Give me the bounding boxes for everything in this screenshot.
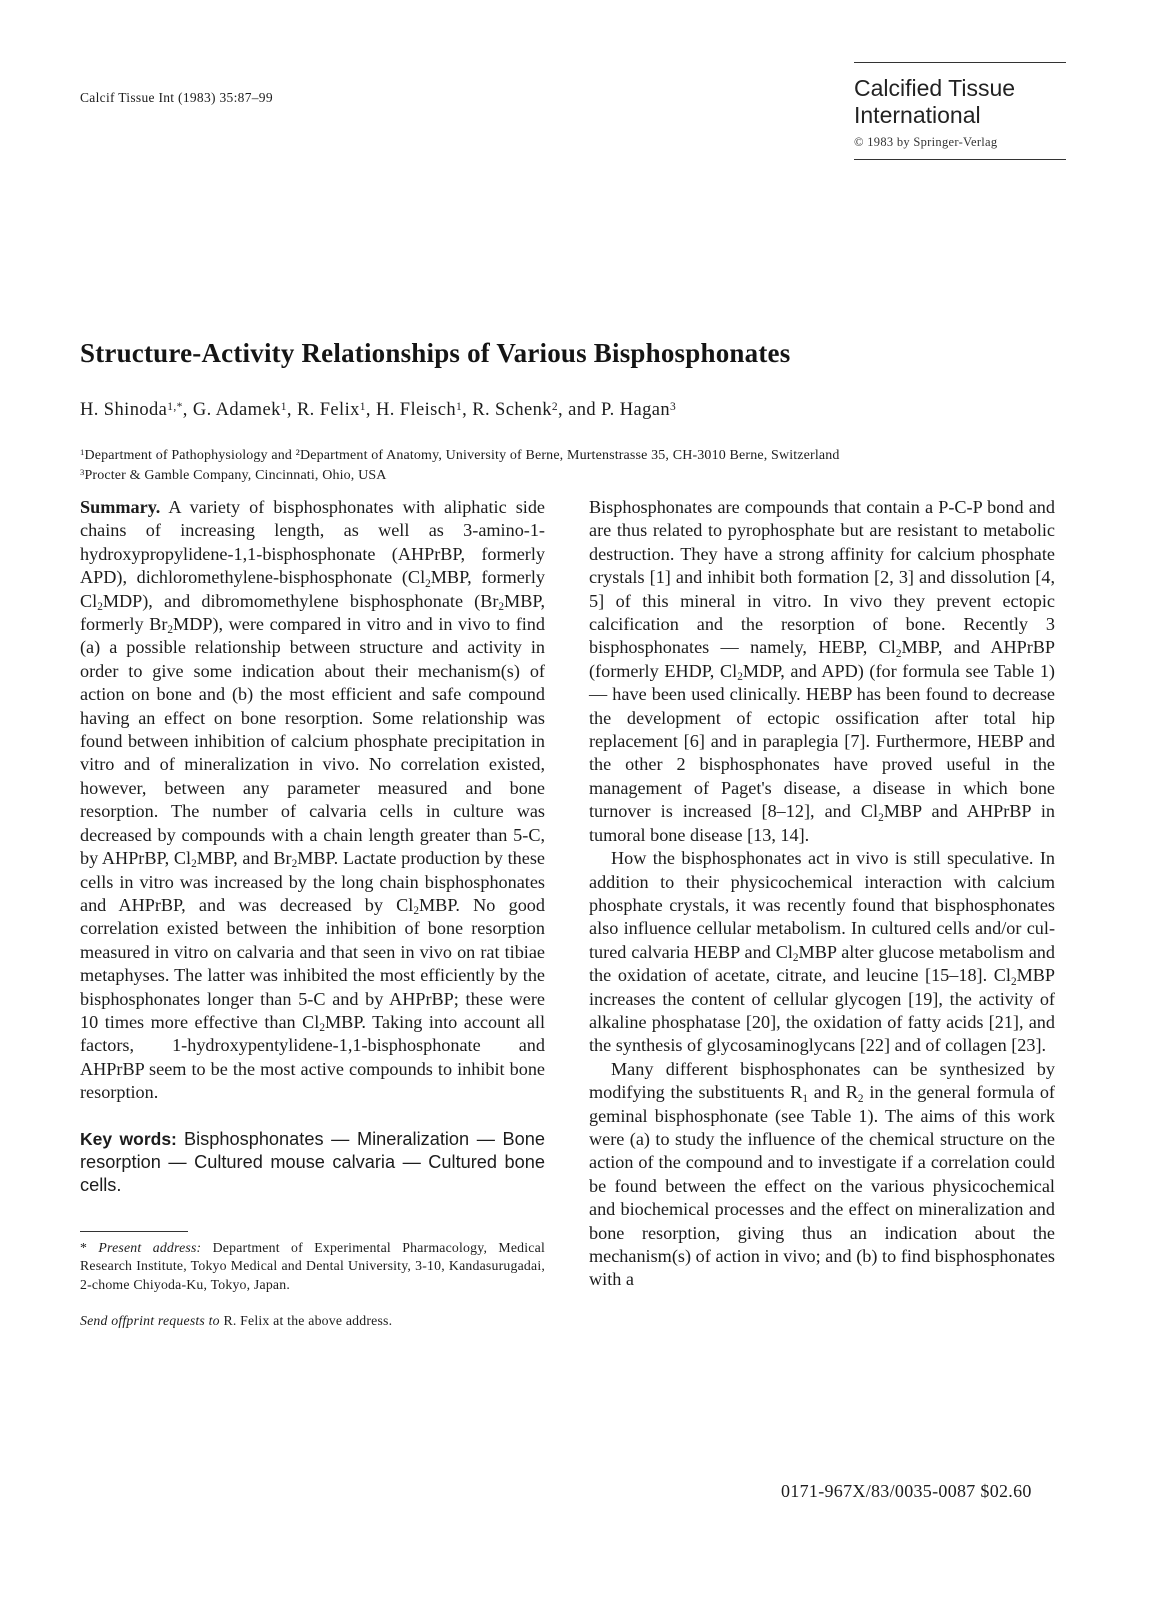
author-affiliation-mark: 1,* (167, 400, 183, 413)
author-name: G. Adamek (192, 400, 281, 420)
intro-paragraph-1: Bisphosphonates are compounds that contain a P-C-P bond and are thus related to pyrophosphate but are resistant to metabolic destruction. They have a strong affinity for calcium phosphate crystals [1] and inhibit both formation [2, 3] and dissolution [4, 5] of this mineral in vitro. In vivo they prevent ectopic calcification and the resorption of bone. Recently 3 bisphosphonates — namely, HEBP, $Cl_2MBP$, and AHPrBP (formerly EHDP, $Cl_2MDP$, and APD) (for formula see Table 1) — have been used clinically. HEBP has been found to decrease the development of ectopic ossification after total hip replacement [6] and in paraplegia [7]. Furthermore, HEBP and the other 2 bisphosphonates have proved useful in the management of Paget's disease, a disease in which bone turnover is increased [8–12], and $Cl_2MBP$ and AHPrBP in tumoral bone disease [13, 14]. (589, 497, 1056, 845)
keywords-text: Bisphosphonates — Mineralization — Bone resorption — Cultured mouse calvaria — Cultured bone cells. (80, 1128, 546, 1196)
affiliation-text: Department of Pathophysiology and ²Department of Anatomy, University of Berne, Murtenstrasse 35, CH-3010 Berne, Switzerland (84, 448, 840, 463)
author-affiliation-mark: 1 (456, 400, 463, 413)
author-name: H. Fleisch (375, 400, 457, 420)
author-name: R. Felix (296, 400, 360, 420)
article-code: 0171-967X/83/0035-0087 $02.60 (781, 1481, 1032, 1501)
footnote-present-address: * Present address: Department of Experimental Pharmacology, Medical Research Institute, Tokyo Medical and Dental University, 3-10, Kandasurugadai, 2-chome Chiyoda-Ku, Tokyo, Japan. (80, 1239, 545, 1292)
author-affiliation-mark: 2 (551, 400, 559, 413)
author-affiliation-mark: 1 (359, 400, 366, 413)
author-affiliation-mark: 1 (280, 400, 287, 413)
footnote-label: Present address: (98, 1239, 202, 1255)
affiliation-mark: 1 (80, 447, 85, 458)
journal-title-line2: International (854, 102, 981, 128)
right-column (589, 496, 1055, 1292)
footnote-text: Department of Experimental Pharmacology, Medical Research Institute, Tokyo Medical and Dental University, 3-10, Kandasurugadai, 2-chome Chiyoda-Ku, Tokyo, Japan. (80, 1239, 545, 1292)
author-name: P. Hagan (601, 400, 671, 420)
footnote-text: R. Felix at the above address. (223, 1312, 393, 1328)
affiliation-mark: 3 (80, 467, 85, 478)
journal-title-line1: Calcified Tissue (854, 75, 1016, 101)
footnote-label: Send offprint requests to (80, 1312, 220, 1328)
affiliation-line-2 (80, 468, 387, 484)
journal-citation: Calcif Tissue Int (1983) 35:87–99 (80, 90, 273, 105)
author-name: H. Shinoda (80, 400, 168, 420)
intro-paragraph-2: How the bisphosphonates act in vivo is still speculative. In addition to their physicochemical interaction with calcium phosphate crystals, it was recently found that bisphosphonates also influence cellular metabolism. In cultured cells and/or cultured calvaria HEBP and $Cl_2MBP$ alter glucose metabolism and the oxidation of acetate, citrate, and leucine [15–18]. $Cl_2MBP$ increases the content of cellular glycogen [19], the activity of alkaline phosphatase [20], the oxidation of fatty acids [21], and the synthesis of glycosaminoglycans [22] and of collagen [23]. (589, 848, 1055, 1056)
author-affiliation-mark: 3 (670, 400, 677, 413)
masthead-bottom-rule (854, 159, 1066, 160)
journal-masthead (854, 62, 1066, 160)
keywords-label: Key words: (80, 1128, 177, 1149)
copyright-notice: © 1983 by Springer-Verlag (854, 135, 998, 149)
keywords-paragraph (80, 1128, 545, 1198)
footnote-rule (80, 1231, 188, 1232)
author-list: H. Shinoda$^{1,*}$, G. Adamek$^1$, R. Felix$^1$, H. Fleisch$^1$, R. Schenk$^2$, and P. Hagan$^3$ (80, 400, 677, 420)
article-title: Structure-Activity Relationships of Various Bisphosphonates (80, 338, 791, 368)
journal-title (854, 75, 1066, 129)
summary-paragraph: Summary. A variety of bisphosphonates with aliphatic side chains of increasing length, as well as 3-amino-1-hydroxypropylidene-1,1-bisphosphonate (AHPrBP, formerly APD), dichloromethylene-bisphosphonate ($Cl_2MBP$, formerly $Cl_2MDP$), and dibromomethylene bisphosphonate ($Br_2MBP$, formerly $Br_2MDP$), were compared in vitro and in vivo to find (a) a possible relationship between structure and activity in order to give some indication about their mechanism(s) of action on bone and (b) the most efficient and safe compound having an effect on bone resorption. Some relationship was found between inhibition of calcium phosphate precipitation in vitro and of mineralization in vivo. No correlation existed, however, between any parameter measured and bone resorption. The number of calvaria cells in culture was decreased by compounds with a chain length greater than 5-C, by AHPrBP, $Cl_2MBP$, and $Br_2MBP$. Lactate production by these cells in vitro was increased by the long chain bisphosphonates and AHPrBP, and was decreased by $Cl_2MBP$. No good correlation existed between the inhibition of bone resorption measured in vitro on calvaria and that seen in vivo on rat tibiae metaphyses. The latter was inhibited the most efficiently by the bisphosphonates longer than 5-C and by AHPrBP; these were 10 times more effective than $Cl_2MBP$. Taking into account all factors, 1-hydroxypentylidene-1,1-bisphosphonate and AHPrBP seem to be the most active compounds to inhibit bone resorption. (80, 497, 546, 1103)
left-column (80, 496, 545, 1330)
summary-label: Summary. (80, 497, 161, 517)
author-name: R. Schenk (472, 400, 552, 420)
footnote-offprint (80, 1312, 545, 1331)
masthead-top-rule (854, 62, 1066, 63)
affiliation-line-1 (80, 448, 840, 464)
intro-paragraph-3: Many different bisphosphonates can be synthesized by modifying the substituents $R_1$ and $R_2$ in the general formula of geminal bisphosphonate (see Table 1). The aims of this work were (a) to study the influence of the chemical structure on the action of the compound and to investigate if a correlation could be found between the effect on the various physicochemical and biochemical processes and the effect on mineralization and bone resorption, giving thus an indication about the mechanism(s) of action in vivo; and (b) to find bisphosphonates with a (589, 1058, 1055, 1290)
affiliation-text: Procter & Gamble Company, Cincinnati, Ohio, USA (84, 468, 387, 483)
